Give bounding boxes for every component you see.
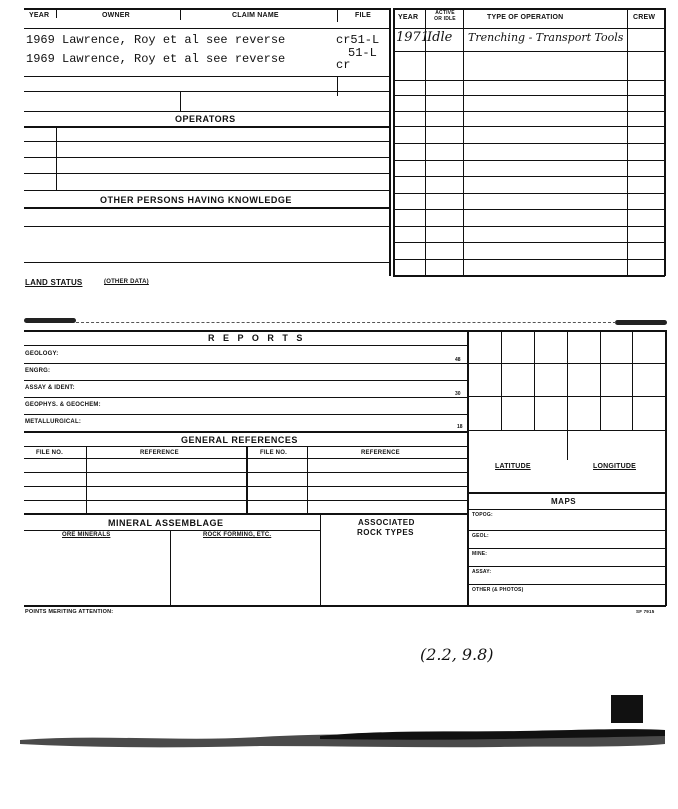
operators-title: OPERATORS xyxy=(175,114,236,124)
map-mine: MINE: xyxy=(472,551,488,557)
report-assay-num: 30 xyxy=(455,391,461,397)
ref-file-no-2: FILE NO. xyxy=(260,450,287,456)
latitude-label: LATITUDE xyxy=(495,463,531,470)
report-assay: ASSAY & IDENT: xyxy=(25,385,75,391)
op-status-entry: Idle xyxy=(427,30,453,45)
report-metallurgical: METALLURGICAL: xyxy=(25,419,82,425)
type-of-operation-header: TYPE OF OPERATION xyxy=(487,14,564,21)
claim-entry-1: 1969 Lawrence, Roy et al see reverse xyxy=(26,33,286,47)
land-status-sub: (OTHER DATA) xyxy=(104,279,149,285)
claim-name-header: CLAIM NAME xyxy=(232,12,279,19)
ref-file-no-1: FILE NO. xyxy=(36,450,63,456)
map-topog: TOPOG: xyxy=(472,512,493,518)
maps-title: MAPS xyxy=(551,497,577,506)
report-geophys: GEOPHYS. & GEOCHEM: xyxy=(25,402,101,408)
knowledge-title: OTHER PERSONS HAVING KNOWLEDGE xyxy=(100,195,292,205)
scan-smudge xyxy=(24,318,76,323)
file-entry-1: cr51-L xyxy=(336,33,380,47)
ref-reference-2: REFERENCE xyxy=(361,450,400,456)
claim-entry-2: 1969 Lawrence, Roy et al see reverse xyxy=(26,52,286,66)
reports-title: R E P O R T S xyxy=(208,333,306,343)
crew-header: CREW xyxy=(633,14,656,21)
coordinates-note: (2.2, 9.8) xyxy=(420,645,494,664)
land-status-title: LAND STATUS xyxy=(25,278,83,287)
file-header: FILE xyxy=(355,12,371,19)
report-geology-num: 48 xyxy=(455,357,461,363)
active-idle-header: ACTIVE OR IDLE xyxy=(434,10,456,22)
report-metallurgical-num: 18 xyxy=(457,424,463,430)
op-year-entry: 1971 xyxy=(396,30,430,45)
rock-types-label: ROCK TYPES xyxy=(357,528,415,537)
points-meriting-attention: POINTS MERITING ATTENTION: xyxy=(25,609,114,615)
black-square-mark xyxy=(611,695,643,723)
op-year-header: YEAR xyxy=(398,14,419,21)
form-number: SF 7915 xyxy=(636,609,655,614)
report-engrg: ENGRG: xyxy=(25,368,51,374)
map-assay: ASSAY: xyxy=(472,569,492,575)
report-geology: GEOLOGY: xyxy=(25,351,59,357)
owner-header: OWNER xyxy=(102,12,130,19)
op-type-entry: Trenching - Transport Tools xyxy=(468,31,624,44)
scan-smudge xyxy=(615,320,667,325)
ore-minerals-label: ORE MINERALS xyxy=(62,532,111,538)
general-references-title: GENERAL REFERENCES xyxy=(181,435,298,445)
file-entry-2b: cr xyxy=(336,58,351,72)
map-other: OTHER (& PHOTOS) xyxy=(472,587,524,593)
mineral-assemblage-title: MINERAL ASSEMBLAGE xyxy=(108,518,224,528)
map-geol: GEOL: xyxy=(472,533,489,539)
file-entry-2: 51-L xyxy=(348,46,377,60)
rock-forming-label: ROCK FORMING, ETC. xyxy=(203,532,272,538)
scan-smear-band xyxy=(20,722,668,752)
associated-label: ASSOCIATED xyxy=(358,518,415,527)
year-header: YEAR xyxy=(29,12,50,19)
ref-reference-1: REFERENCE xyxy=(140,450,179,456)
longitude-label: LONGITUDE xyxy=(593,463,637,470)
